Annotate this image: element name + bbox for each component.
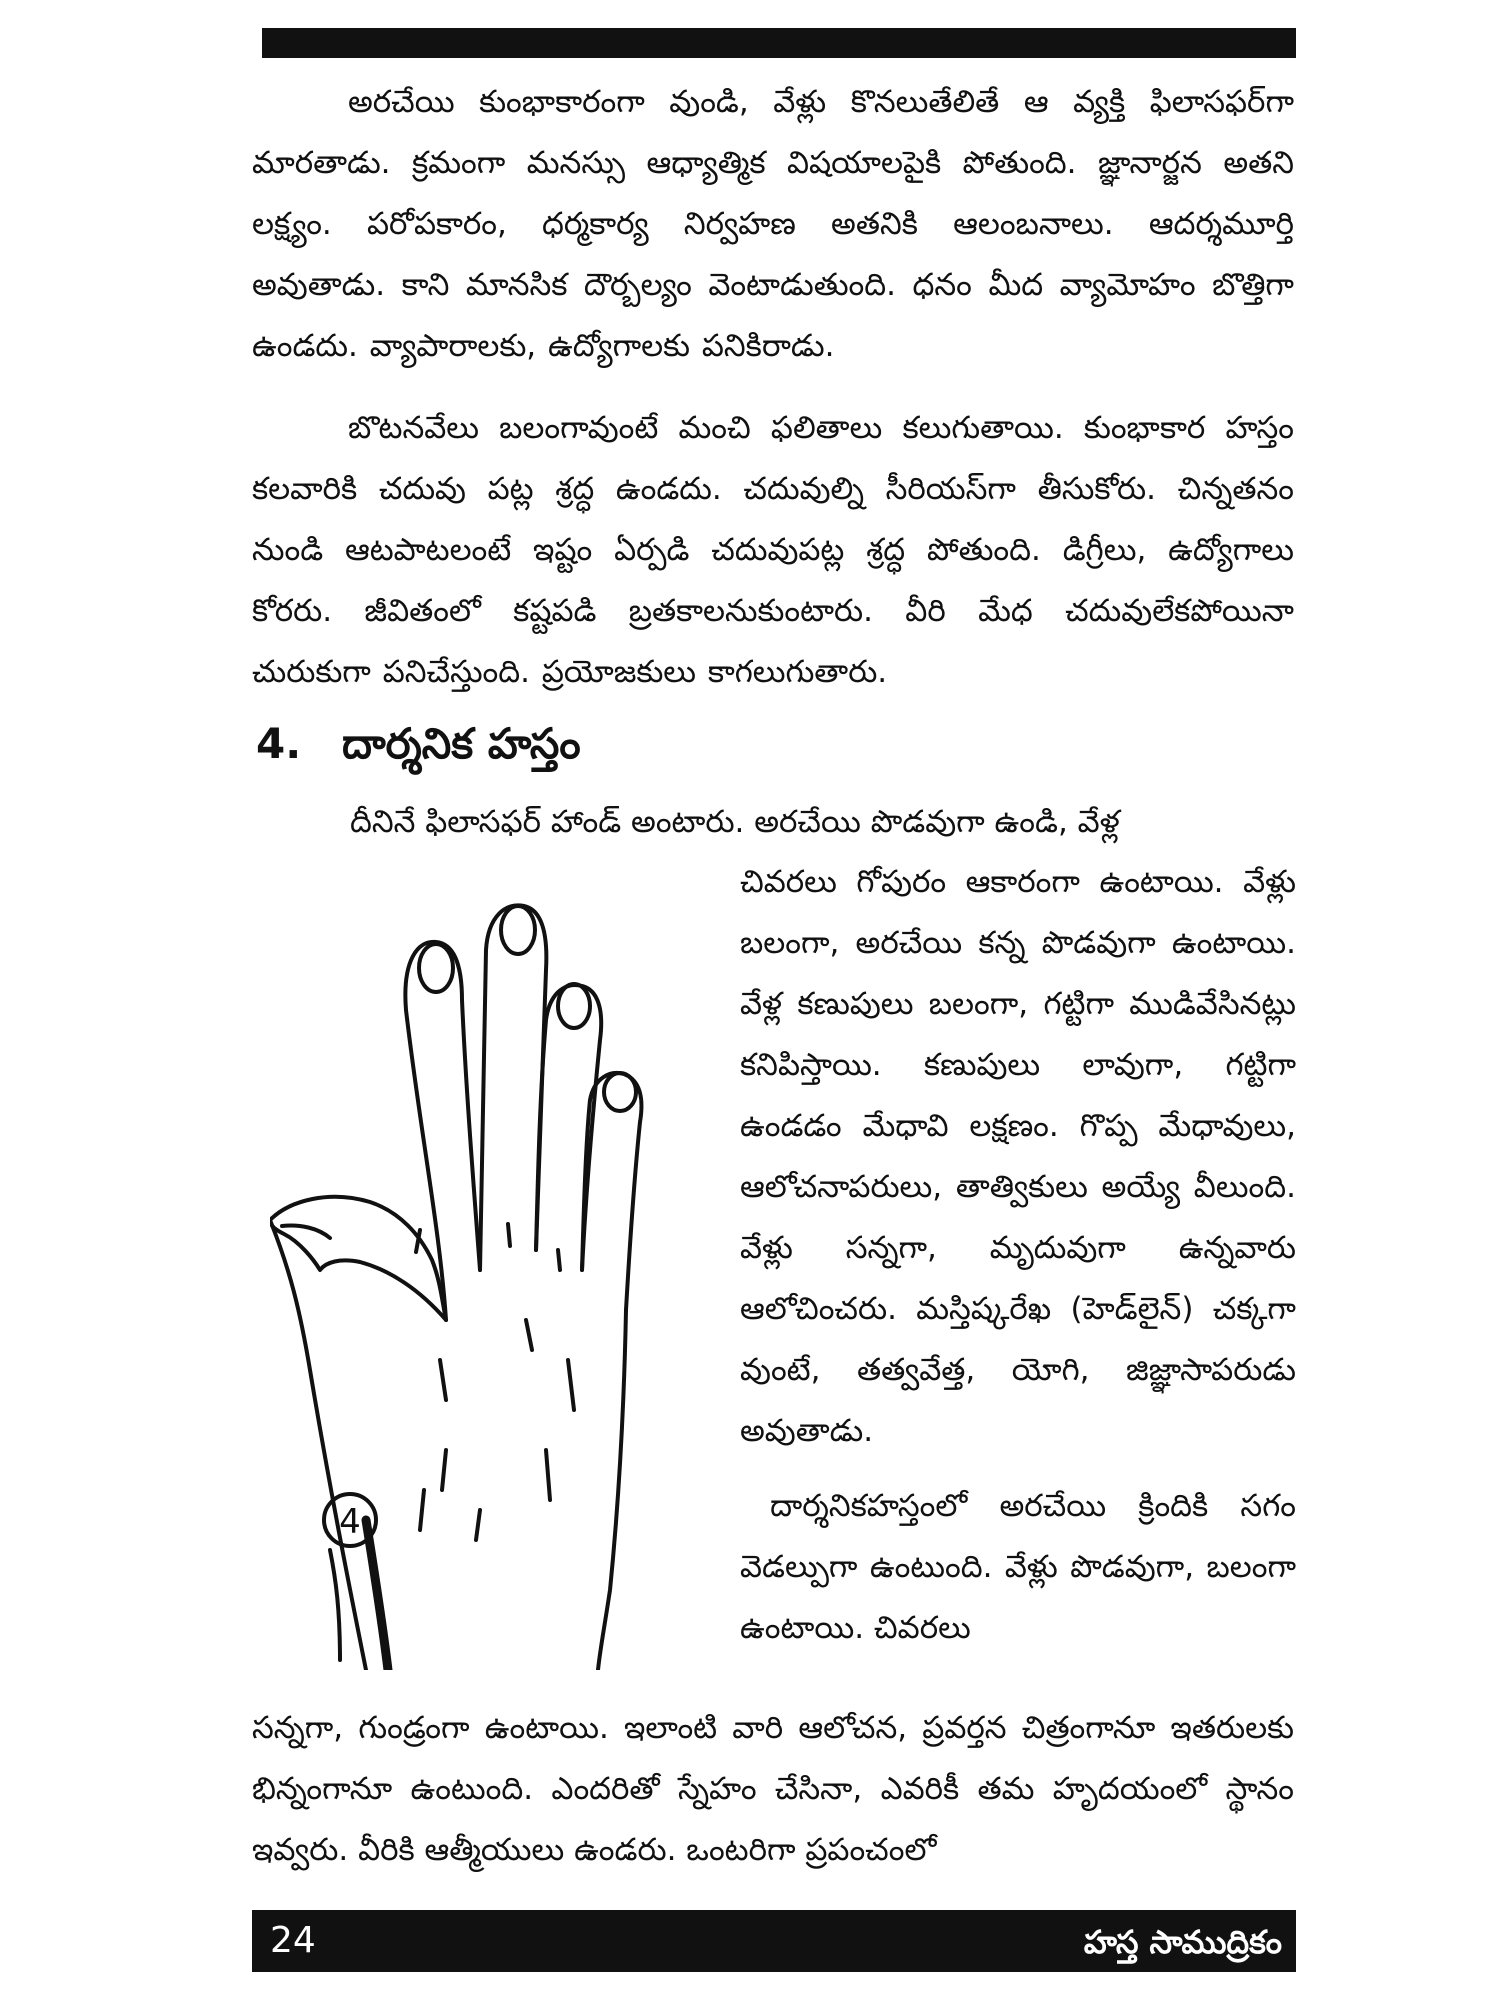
hand-illustration xyxy=(270,890,730,1670)
tendon-line xyxy=(442,1450,446,1490)
tendon-line xyxy=(546,1450,550,1500)
tendon-line xyxy=(526,1320,532,1350)
palm-left-outline xyxy=(270,1220,366,1670)
paragraph-text: సన్నగా, గుండ్రంగా ఉంటాయి. ఇలాంటి వారి ఆలోచన, ప్రవర్తన చిత్రంగానూ ఇతరులకు భిన్నంగానూ ఉంటుంది. ఎందరితో స్నేహం చేసినా, ఎవరికీ తమ హృదయంలో స్థానం ఇవ్వరు. వీరికి ఆత్మీయులు ఉండరు. ఒంటరిగా ప్రపంచంలో xyxy=(252,1710,1294,1868)
knuckle-line xyxy=(508,1224,510,1246)
right-column-paragraph-2: దార్శనికహస్తంలో అరచేయి క్రిందికి సగం వెడల్పుగా ఉంటుంది. వేళ్లు పొడవుగా, బలంగా ఉంటాయి. చివరలు xyxy=(740,1488,1296,1646)
right-column-text xyxy=(740,852,1296,1659)
index-fingernail xyxy=(419,944,453,992)
figure-number: 4 xyxy=(339,1502,361,1542)
section-heading xyxy=(256,712,581,776)
footer-bar xyxy=(252,1910,1296,1972)
top-rule-bar xyxy=(262,28,1296,58)
wrist-shadow xyxy=(366,1520,388,1670)
ring-fingernail xyxy=(558,984,590,1028)
paragraph-text: అరచేయి కుంభాకారంగా వుండి, వేళ్లు కొనలుతేలితే ఆ వ్యక్తి ఫిలాసఫర్‌గా మారతాడు. క్రమంగా మనస్సు ఆధ్యాత్మిక విషయాలపైకి పోతుంది. జ్ఞానార్జన అతని లక్ష్యం. పరోపకారం, ధర్మకార్య నిర్వహణ అతనికి ఆలంబనాలు. ఆదర్శమూర్తి అవుతాడు. కాని మానసిక దౌర్బల్యం వెంటాడుతుంది. ధనం మీద వ్యామోహం బొత్తిగా ఉండదు. వ్యాపారాలకు, ఉద్యోగాలకు పనికిరాడు. xyxy=(252,84,1294,364)
palm-right-outline xyxy=(598,1310,626,1670)
book-title: హస్త సాముద్రికం xyxy=(1083,1923,1282,1961)
tendon-line xyxy=(420,1490,424,1530)
intro-line: దీనినే ఫిలాసఫర్ హాండ్ అంటారు. అరచేయి పొడవుగా ఉండి, వేళ్ల xyxy=(350,804,1120,840)
tendon-line xyxy=(568,1360,574,1410)
paragraph-convex-hand-philosopher xyxy=(252,72,1294,377)
little-fingernail xyxy=(604,1073,636,1111)
bottom-paragraph xyxy=(252,1698,1294,1881)
middle-fingernail xyxy=(501,906,535,954)
section-title: దార్శనిక హస్తం xyxy=(342,719,581,768)
tendon-line xyxy=(476,1510,480,1540)
paragraph-text: బొటనవేలు బలంగావుంటే మంచి ఫలితాలు కలుగుతాయి. కుంభాకార హస్తం కలవారికి చదువు పట్ల శ్రద్ధ ఉండదు. చదువుల్ని సీరియస్‌గా తీసుకోరు. చిన్నతనం నుండి ఆటపాటలంటే ఇష్టం ఏర్పడి చదువుపట్ల శ్రద్ధ పోతుంది. డిగ్రీలు, ఉద్యోగాలు కోరరు. జీవితంలో కష్టపడి బ్రతకాలనుకుంటారు. వీరి మేధ చదువులేకపోయినా చురుకుగా పనిచేస్తుంది. ప్రయోజకులు కాగలుగుతారు. xyxy=(252,410,1294,690)
section-number: 4. xyxy=(256,719,302,768)
page-number: 24 xyxy=(270,1920,316,1961)
paragraph-thumb-and-education xyxy=(252,398,1294,703)
tendon-line xyxy=(440,1360,446,1400)
wrist-line xyxy=(330,1550,340,1660)
index-finger-outline xyxy=(405,942,480,1320)
right-column-paragraph-1: చివరలు గోపురం ఆకారంగా ఉంటాయి. వేళ్లు బలంగా, అరచేయి కన్న పొడవుగా ఉంటాయి. వేళ్ల కణుపులు బలంగా, గట్టిగా ముడివేసినట్లు కనిపిస్తాయి. కణుపులు లావుగా, గట్టిగా ఉండడం మేధావి లక్షణం. గొప్ప మేధావులు, ఆలోచనాపరులు, తాత్వికులు అయ్యే వీలుంది. వేళ్లు సన్నగా, మృదువుగా ఉన్నవారు ఆలోచించరు. మస్తిష్కరేఖ (హెడ్‌లైన్) చక్కగా వుంటే, తత్వవేత్త, యోగి, జిజ్ఞాసాపరుడు అవుతాడు. xyxy=(740,864,1296,1449)
knuckle-line xyxy=(558,1250,560,1270)
